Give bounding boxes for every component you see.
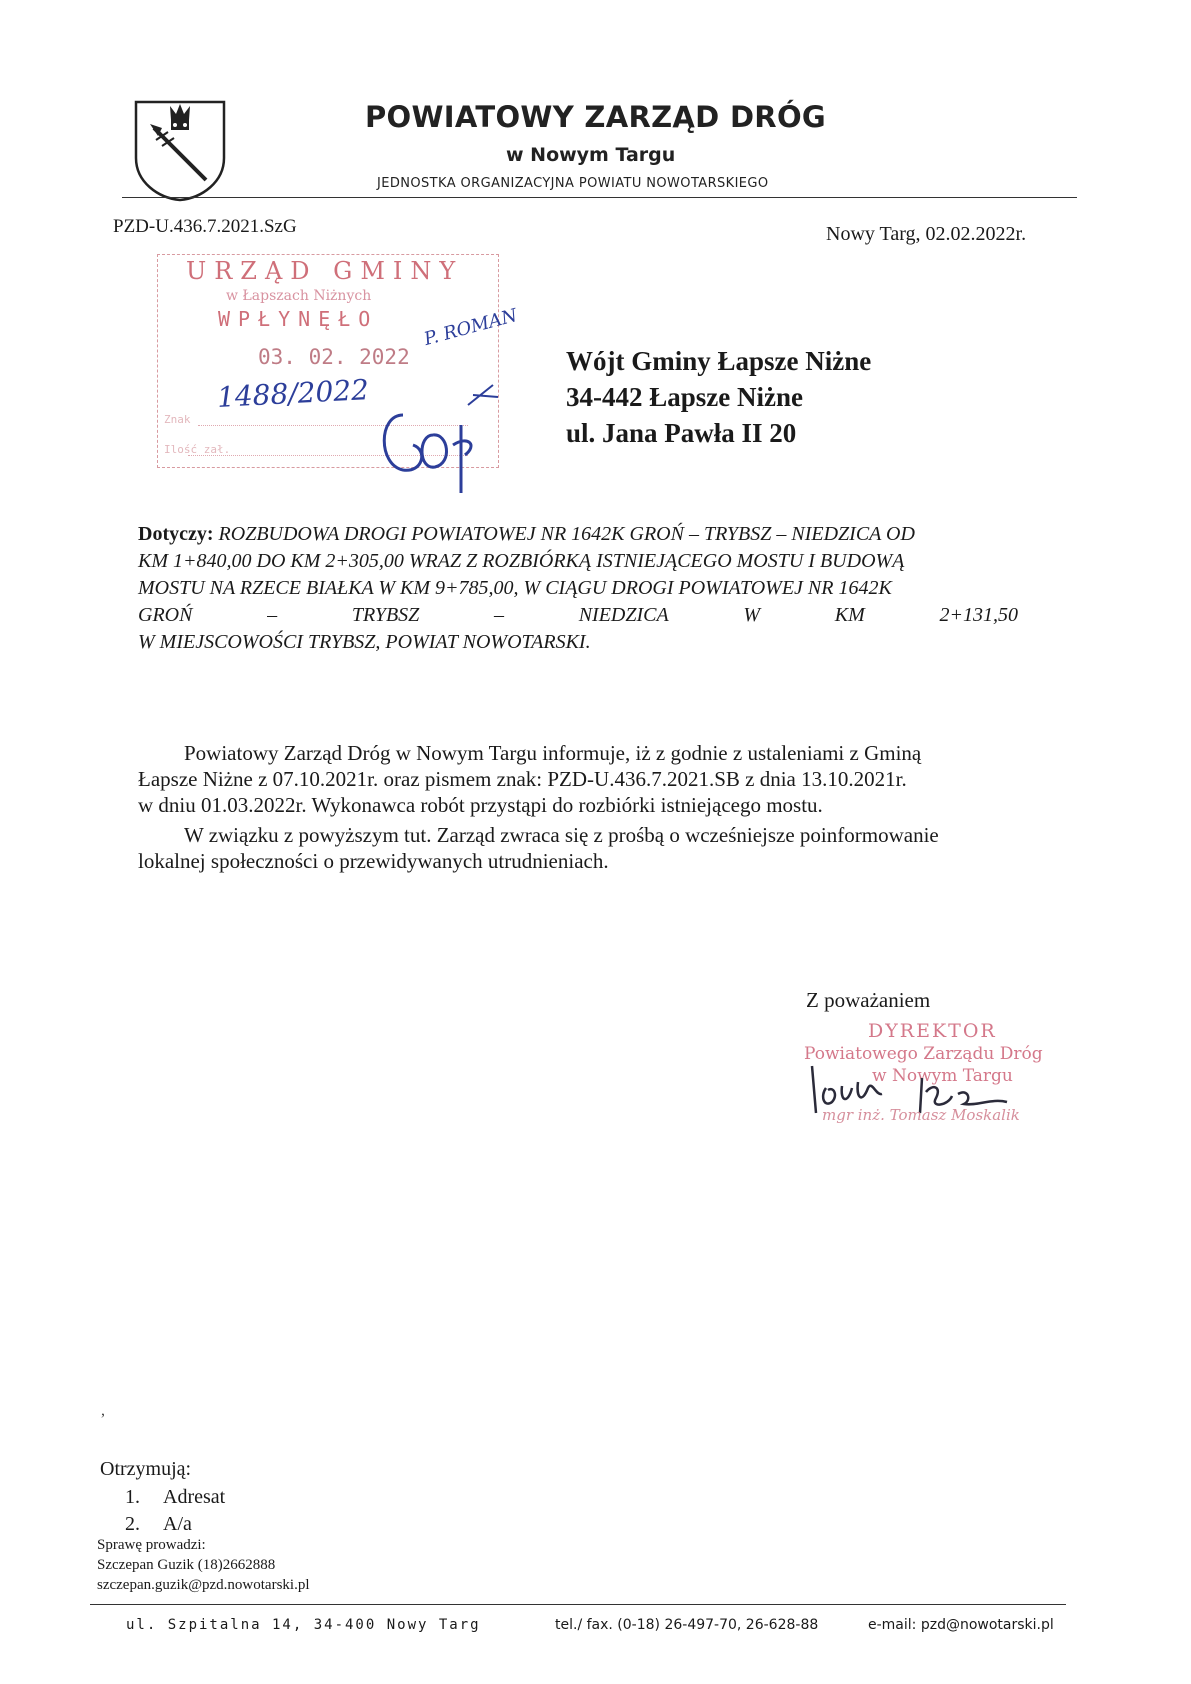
footer-address: ul. Szpitalna 14, 34-400 Nowy Targ (126, 1617, 481, 1633)
subject-word: – (494, 604, 505, 626)
recipient-item: A/a (163, 1513, 192, 1535)
organization-unit: JEDNOSTKA ORGANIZACYJNA POWIATU NOWOTARSKIEGO (377, 176, 769, 191)
director-stamp (802, 1018, 1072, 1128)
footer-email: e-mail: pzd@nowotarski.pl (868, 1617, 1054, 1633)
stamp-office: URZĄD GMINY (186, 257, 464, 285)
handwritten-initials-icon (373, 375, 513, 495)
director-org: Powiatowego Zarządu Dróg (804, 1044, 1043, 1064)
subject-word: GROŃ (138, 604, 193, 626)
subject-word: W (743, 604, 761, 626)
subject-line: W MIEJSCOWOŚCI TRYBSZ, POWIAT NOWOTARSKI. (138, 631, 591, 653)
list-item: 2. A/a (125, 1513, 192, 1535)
footer-phone: tel./ fax. (0-18) 26-497-70, 26-628-88 (555, 1617, 819, 1633)
coat-of-arms-icon (132, 98, 228, 202)
director-title: DYREKTOR (868, 1020, 997, 1042)
subject-line: ROZBUDOWA DROGI POWIATOWEJ NR 1642K GROŃ – TRYBSZ – NIEDZICA OD (218, 523, 915, 545)
subject-line: MOSTU NA RZECE BIAŁKA W KM 9+785,00, W CIĄGU DROGI POWIATOWEJ NR 1642K (138, 577, 892, 599)
handler-label: Sprawę prowadzi: (97, 1537, 206, 1553)
mark: , (101, 1402, 105, 1419)
handwritten-registry-number: 1488/2022 (216, 373, 370, 414)
received-stamp (157, 254, 520, 468)
stamp-field-ref: Znak (164, 413, 191, 426)
body-paragraph (138, 740, 1083, 818)
director-org-location: w Nowym Targu (872, 1066, 1013, 1086)
recipient-name: Wójt Gminy Łapsze Niżne (566, 346, 872, 376)
body-line: Łapsze Niżne z 07.10.2021r. oraz pismem znak: PZD-U.436.7.2021.SB z dnia 13.10.2021r. (138, 767, 907, 791)
subject-label: Dotyczy: (138, 523, 214, 545)
subject-word: NIEDZICA (578, 604, 669, 626)
subject-word: – (267, 604, 278, 626)
handler-email: szczepan.guzik@pzd.nowotarski.pl (97, 1577, 310, 1593)
recipient-postal: 34-442 Łapsze Niżne (566, 382, 803, 412)
subject-word: TRYBSZ (351, 604, 420, 626)
recipients-list (125, 1484, 225, 1538)
stamp-location: w Łapszach Niżnych (226, 288, 372, 304)
header-divider (122, 197, 1077, 198)
footer-divider (90, 1604, 1066, 1605)
stamp-date: 03. 02. 2022 (258, 345, 410, 369)
subject-justified-line (138, 602, 1018, 629)
letter-date: Nowy Targ, 02.02.2022r. (826, 223, 1027, 245)
body-line: Powiatowy Zarząd Dróg w Nowym Targu informuje, iż z godnie z ustaleniami z Gminą (184, 741, 922, 765)
body-line: w dniu 01.03.2022r. Wykonawca robót przystąpi do rozbiórki istniejącego mostu. (138, 793, 823, 817)
recipient-street: ul. Jana Pawła II 20 (566, 418, 797, 448)
organization-name: POWIATOWY ZARZĄD DRÓG (365, 100, 826, 134)
organization-location: w Nowym Targu (506, 144, 676, 166)
closing-regards: Z poważaniem (806, 988, 931, 1012)
body-line: W związku z powyższym tut. Zarząd zwraca się z prośbą o wcześniejsze poinformowanie (184, 823, 939, 847)
recipient-item: Adresat (163, 1486, 226, 1508)
case-handler-block (97, 1535, 310, 1595)
stamp-received: WPŁYNĘŁO (218, 307, 379, 331)
handler-name-phone: Szczepan Guzik (18)2662888 (97, 1557, 276, 1573)
body-paragraph (138, 822, 1083, 874)
recipients-label: Otrzymują: (100, 1458, 192, 1480)
list-item: 1. Adresat (125, 1486, 226, 1508)
handwritten-note: P. ROMAN (421, 305, 520, 350)
subject-block (138, 521, 1083, 656)
director-name: mgr inż. Tomasz Moskalik (822, 1106, 1020, 1124)
body-line: lokalnej społeczności o przewidywanych utrudnieniach. (138, 849, 609, 873)
subject-line: KM 1+840,00 DO KM 2+305,00 WRAZ Z ROZBIÓRKĄ ISTNIEJĄCEGO MOSTU I BUDOWĄ (138, 550, 905, 572)
stamp-field-attachments: Ilość zał. (164, 443, 231, 456)
reference-number: PZD-U.436.7.2021.SzG (113, 216, 297, 237)
subject-word: KM (834, 604, 865, 626)
subject-word: 2+131,50 (939, 604, 1018, 626)
